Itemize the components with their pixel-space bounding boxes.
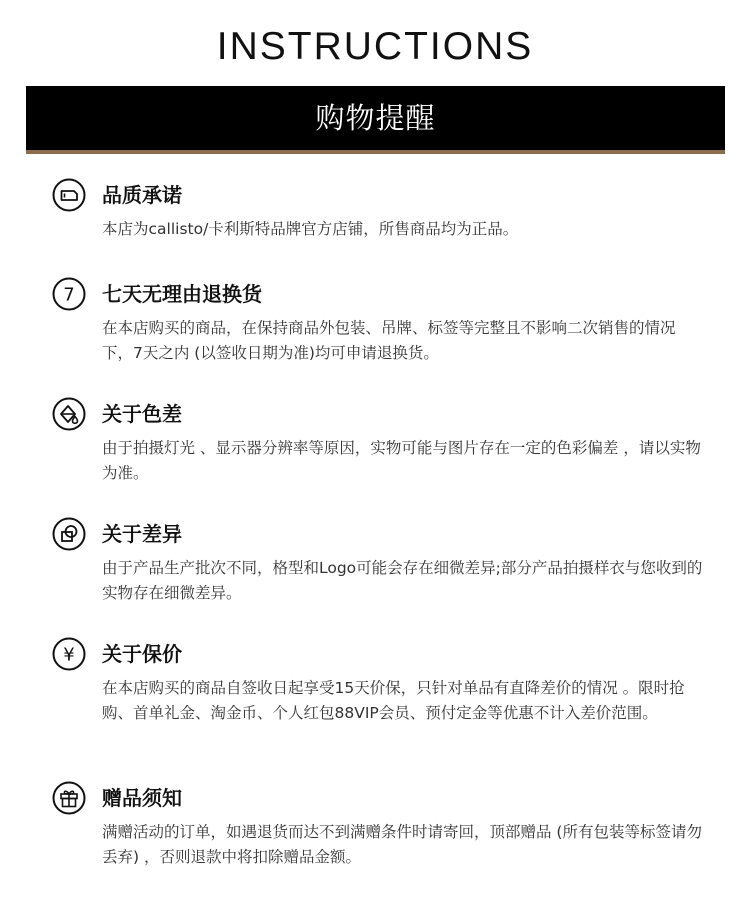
section-body: 在本店购买的商品，在保持商品外包装、吊牌、标签等完整且不影响二次销售的情况下，7天之内 (以签收日期为准)均可申请退换货。 [102, 319, 676, 362]
section-title: 关于差异 [102, 522, 182, 546]
section-body: 本店为callisto/卡利斯特品牌官方店铺，所售商品均为正品。 [102, 220, 519, 238]
page-title: INSTRUCTIONS [216, 25, 534, 68]
section-title: 关于色差 [102, 402, 182, 426]
color-drop-icon [52, 397, 86, 431]
seven-day-icon [52, 277, 86, 311]
banner-title: 购物提醒 [315, 101, 436, 135]
gift-icon [52, 781, 86, 815]
svg-text:¥: ¥ [63, 644, 75, 666]
svg-text:7: 7 [63, 284, 75, 306]
section-title: 七天无理由退换货 [102, 282, 262, 306]
section-body: 在本店购买的商品自签收日起享受15天价保，只针对单品有直降差价的情况 。限时抢购、首单礼金、淘金币、个人红包88VIP会员、预付定金等优惠不计入差价范围。 [102, 679, 685, 722]
difference-icon [52, 517, 86, 551]
tag-icon [52, 178, 86, 212]
section-body: 由于拍摄灯光 、显示器分辨率等原因，实物可能与图片存在一定的色彩偏差 ，请以实物为准。 [102, 439, 701, 482]
yen-icon [52, 637, 86, 671]
section-title: 关于保价 [102, 642, 182, 666]
section-title: 品质承诺 [102, 183, 182, 207]
section-title: 赠品须知 [102, 786, 182, 810]
section-body: 由于产品生产批次不同，格型和Logo可能会存在细微差异;部分产品拍摄样衣与您收到的实物存在细微差异。 [102, 559, 703, 602]
section-body: 满赠活动的订单，如遇退货而达不到满赠条件时请寄回，顶部赠品 (所有包装等标签请勿丢弃) ，否则退款中将扣除赠品金额。 [102, 823, 702, 866]
shopping-reminder-banner [26, 86, 725, 154]
